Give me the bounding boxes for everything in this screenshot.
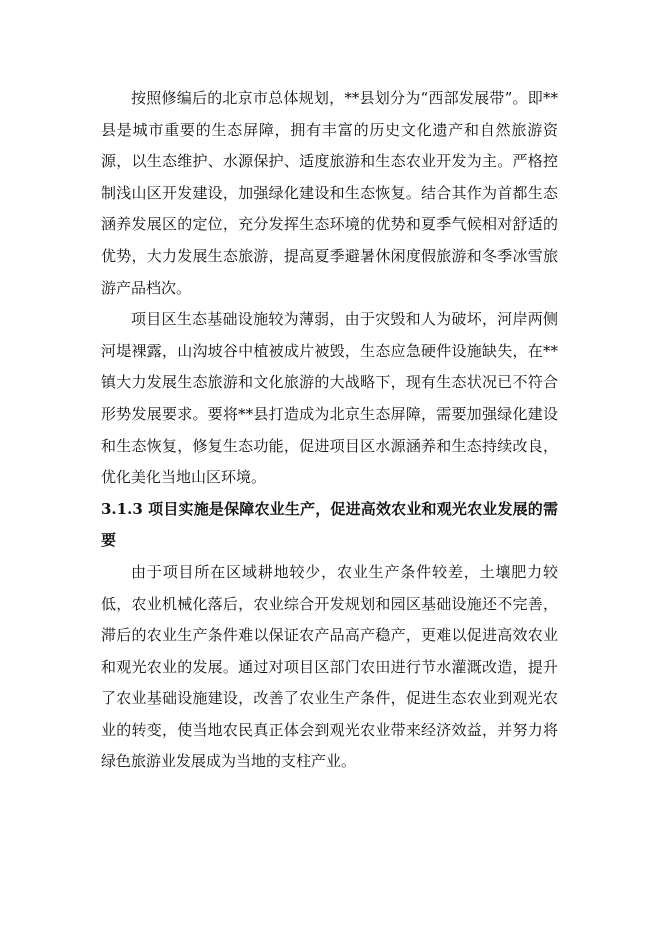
paragraph-west-development-belt: 按照修编后的北京市总体规划，**县划分为“西部发展带”。即**县是城市重要的生态屏障，拥有丰富的历史文化遗产和自然旅游资源，以生态维护、水源保护、适度旅游和生态农业开发为主。严格控制浅山区开发建设，加强绿化建设和生态恢复。结合其作为首都生态涵养发展区的定位，充分发挥生态环境的优势和夏季气候相对舒适的优势，大力发展生态旅游，提高夏季避暑休闲度假旅游和冬季冰雪旅游产品档次。: [101, 89, 558, 297]
paragraph-agricultural-production: 由于项目所在区域耕地较少，农业生产条件较差，土壤肥力较低，农业机械化落后，农业综合开发规划和园区基础设施还不完善，滞后的农业生产条件难以保证农产品高产稳产，更难以促进高效农业和观光农业的发展。通过对项目区部门农田进行节水灌溉改造，提升了农业基础设施建设，改善了农业生产条件，促进生态农业到观光农业的转变，使当地农民真正体会到观光农业带来经济效益，并努力将绿色旅游业发展成为当地的支柱产业。: [101, 562, 558, 771]
paragraph-ecological-infrastructure: 项目区生态基础设施较为薄弱，由于灾毁和人为破坏，河岸两侧河堤裸露，山沟坡谷中植被成片被毁，生态应急硬件设施缺失，在**镇大力发展生态旅游和文化旅游的大战略下，现有生态状况已不符合形势发展要求。要将**县打造成为北京生态屏障，需要加强绿化建设和生态恢复，修复生态功能，促进项目区水源涵养和生态持续改良，优化美化当地山区环境。: [101, 310, 558, 487]
section-heading-3-1-3: 3.1.3 项目实施是保障农业生产，促进高效农业和观光农业发展的需要: [101, 499, 558, 550]
document-body: [101, 83, 558, 778]
